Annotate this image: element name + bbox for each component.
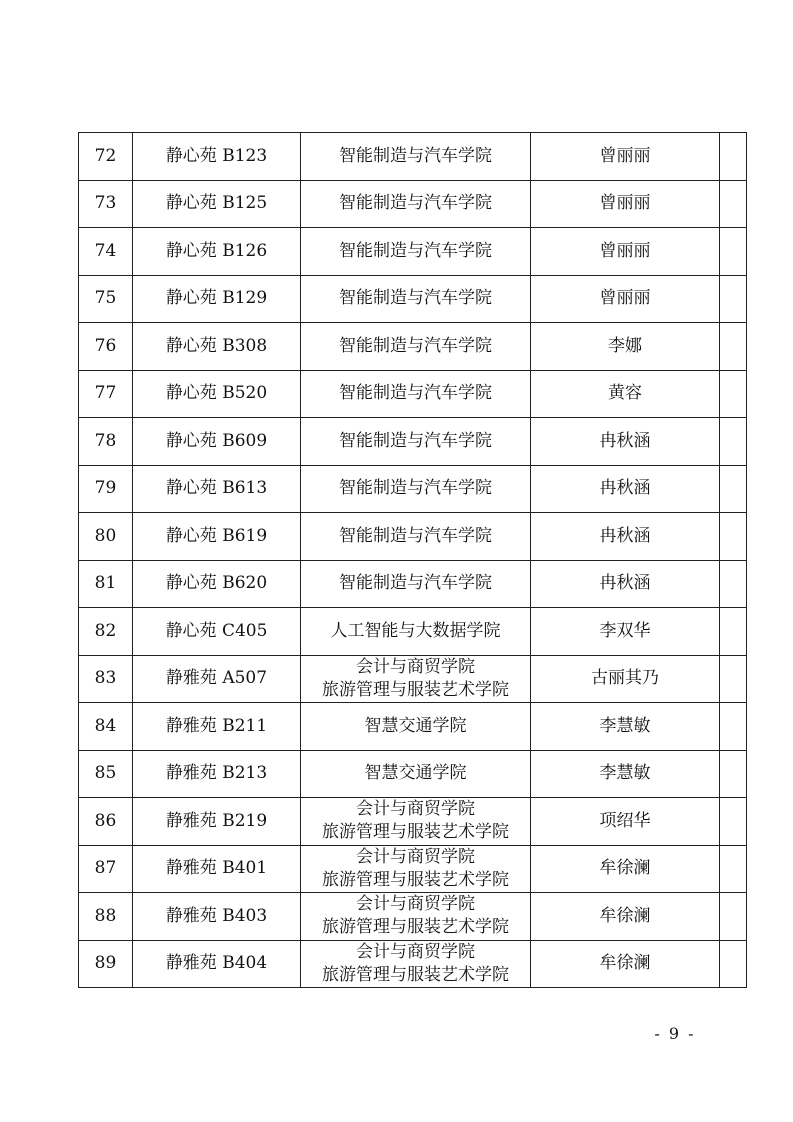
college-cell: 智能制造与汽车学院 (301, 275, 531, 323)
table-row (79, 893, 747, 941)
room-cell: 静心苑 B123 (133, 133, 301, 181)
table-row (79, 323, 747, 371)
contact-name-cell: 冉秋涵 (531, 418, 720, 466)
row-number-cell: 81 (79, 560, 133, 608)
row-number-cell: 72 (79, 133, 133, 181)
contact-name-cell: 冉秋涵 (531, 465, 720, 513)
college-cell: 会计与商贸学院 旅游管理与服装艺术学院 (301, 845, 531, 893)
note-cell (720, 798, 747, 846)
contact-name-cell: 牟徐澜 (531, 940, 720, 988)
row-number-cell: 86 (79, 798, 133, 846)
room-cell: 静心苑 B619 (133, 513, 301, 561)
row-number-cell: 85 (79, 750, 133, 798)
note-cell (720, 560, 747, 608)
row-number-cell: 78 (79, 418, 133, 466)
college-cell: 智能制造与汽车学院 (301, 180, 531, 228)
college-cell: 会计与商贸学院 旅游管理与服装艺术学院 (301, 798, 531, 846)
college-cell: 智能制造与汽车学院 (301, 560, 531, 608)
college-cell: 会计与商贸学院 旅游管理与服装艺术学院 (301, 655, 531, 703)
note-cell (720, 845, 747, 893)
college-cell: 人工智能与大数据学院 (301, 608, 531, 656)
college-cell: 智能制造与汽车学院 (301, 370, 531, 418)
table-row (79, 228, 747, 276)
room-cell: 静雅苑 A507 (133, 655, 301, 703)
room-cell: 静心苑 B126 (133, 228, 301, 276)
note-cell (720, 703, 747, 751)
note-cell (720, 418, 747, 466)
page-number: - 9 - (654, 1024, 696, 1043)
college-cell: 智能制造与汽车学院 (301, 465, 531, 513)
contact-name-cell: 牟徐澜 (531, 893, 720, 941)
room-cell: 静雅苑 B219 (133, 798, 301, 846)
row-number-cell: 77 (79, 370, 133, 418)
table-row (79, 180, 747, 228)
room-cell: 静雅苑 B404 (133, 940, 301, 988)
room-cell: 静雅苑 B403 (133, 893, 301, 941)
note-cell (720, 133, 747, 181)
contact-name-cell: 冉秋涵 (531, 560, 720, 608)
note-cell (720, 465, 747, 513)
row-number-cell: 89 (79, 940, 133, 988)
room-cell: 静心苑 B308 (133, 323, 301, 371)
contact-name-cell: 冉秋涵 (531, 513, 720, 561)
room-cell: 静心苑 B613 (133, 465, 301, 513)
college-cell: 智能制造与汽车学院 (301, 323, 531, 371)
contact-name-cell: 项绍华 (531, 798, 720, 846)
row-number-cell: 83 (79, 655, 133, 703)
table-row (79, 703, 747, 751)
row-number-cell: 84 (79, 703, 133, 751)
table-row (79, 133, 747, 181)
table-row (79, 513, 747, 561)
note-cell (720, 750, 747, 798)
room-cell: 静心苑 B125 (133, 180, 301, 228)
table-body (79, 133, 747, 988)
contact-name-cell: 曾丽丽 (531, 180, 720, 228)
note-cell (720, 608, 747, 656)
table-row (79, 655, 747, 703)
room-cell: 静心苑 B129 (133, 275, 301, 323)
room-cell: 静心苑 B520 (133, 370, 301, 418)
row-number-cell: 88 (79, 893, 133, 941)
row-number-cell: 80 (79, 513, 133, 561)
contact-name-cell: 曾丽丽 (531, 228, 720, 276)
college-cell: 智慧交通学院 (301, 750, 531, 798)
note-cell (720, 323, 747, 371)
row-number-cell: 73 (79, 180, 133, 228)
college-cell: 会计与商贸学院 旅游管理与服装艺术学院 (301, 940, 531, 988)
dormitory-table (78, 132, 747, 988)
contact-name-cell: 李慧敏 (531, 750, 720, 798)
room-cell: 静雅苑 B401 (133, 845, 301, 893)
contact-name-cell: 古丽其乃 (531, 655, 720, 703)
row-number-cell: 75 (79, 275, 133, 323)
contact-name-cell: 李双华 (531, 608, 720, 656)
college-cell: 智慧交通学院 (301, 703, 531, 751)
contact-name-cell: 李慧敏 (531, 703, 720, 751)
contact-name-cell: 李娜 (531, 323, 720, 371)
note-cell (720, 275, 747, 323)
note-cell (720, 893, 747, 941)
college-cell: 智能制造与汽车学院 (301, 133, 531, 181)
college-cell: 智能制造与汽车学院 (301, 228, 531, 276)
note-cell (720, 180, 747, 228)
college-cell: 智能制造与汽车学院 (301, 513, 531, 561)
note-cell (720, 940, 747, 988)
row-number-cell: 82 (79, 608, 133, 656)
contact-name-cell: 曾丽丽 (531, 133, 720, 181)
room-cell: 静雅苑 B211 (133, 703, 301, 751)
row-number-cell: 87 (79, 845, 133, 893)
room-cell: 静心苑 B609 (133, 418, 301, 466)
row-number-cell: 76 (79, 323, 133, 371)
row-number-cell: 74 (79, 228, 133, 276)
college-cell: 会计与商贸学院 旅游管理与服装艺术学院 (301, 893, 531, 941)
note-cell (720, 370, 747, 418)
contact-name-cell: 曾丽丽 (531, 275, 720, 323)
table-row (79, 940, 747, 988)
table-row (79, 750, 747, 798)
note-cell (720, 513, 747, 561)
room-cell: 静心苑 B620 (133, 560, 301, 608)
table-row (79, 275, 747, 323)
room-cell: 静雅苑 B213 (133, 750, 301, 798)
contact-name-cell: 黄容 (531, 370, 720, 418)
table-row (79, 418, 747, 466)
table-row (79, 465, 747, 513)
table-row (79, 608, 747, 656)
table-row (79, 798, 747, 846)
row-number-cell: 79 (79, 465, 133, 513)
table-row (79, 560, 747, 608)
contact-name-cell: 牟徐澜 (531, 845, 720, 893)
room-cell: 静心苑 C405 (133, 608, 301, 656)
college-cell: 智能制造与汽车学院 (301, 418, 531, 466)
table-row (79, 845, 747, 893)
note-cell (720, 228, 747, 276)
table-row (79, 370, 747, 418)
note-cell (720, 655, 747, 703)
